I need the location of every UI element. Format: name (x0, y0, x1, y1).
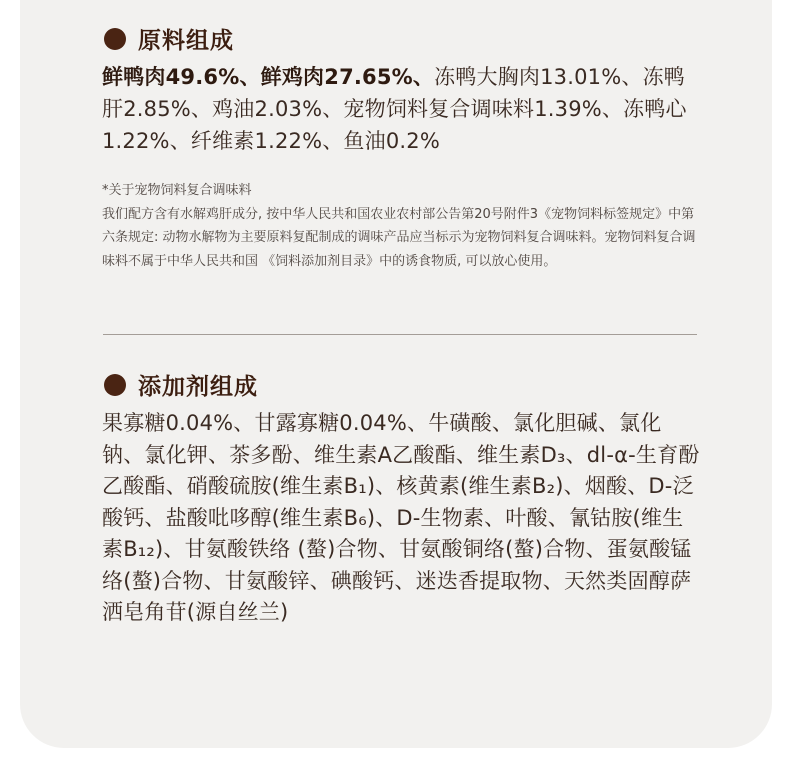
raw-materials-main: 鲜鸭肉49.6%、鲜鸡肉27.65%、 (102, 65, 435, 89)
additives-title: 添加剂组成 (138, 374, 258, 400)
raw-materials-rest: 冻鸭大胸肉13.01%、冻鸭肝2.85%、鸡油2.03%、宠物饲料复合调味料1.39%、冻鸭心1.22%、纤维素1.22%、鱼油0.2% (102, 65, 687, 153)
bullet-dot-icon (104, 374, 126, 396)
seasoning-note-body: 我们配方含有水解鸡肝成分, 按中华人民共和国农业农村部公告第20号附件3《宠物饲料标签规定》中第六条规定: 动物水解物为主要原料复配制成的调味产品应当标示为宠物饲料复合调味料。宠物饲料复合调味料不属于中华人民共和国 《饲料添加剂目录》中的诱食物质, 可以放心使用。 (102, 206, 696, 269)
raw-materials-header (104, 22, 234, 55)
additives-list: 果寡糖0.04%、甘露寡糖0.04%、牛磺酸、氯化胆碱、氯化钠、氯化钾、茶多酚、维生素A乙酸酯、维生素D₃、dl-α-生育酚乙酸酯、硝酸硫胺(维生素B₁)、核黄素(维生素B₂)、烟酸、D-泛酸钙、盐酸吡哆醇(维生素B₆)、D-生物素、叶酸、氰钴胺(维生素B₁₂)、甘氨酸铁络 (螯)合物、甘氨酸铜络(螯)合物、蛋氨酸锰络(螯)合物、甘氨酸锌、碘酸钙、迷迭香提取物、天然类固醇萨洒皂角苷(源自丝兰) (102, 411, 700, 624)
seasoning-note-heading: *关于宠物饲料复合调味料 (102, 183, 252, 198)
seasoning-note (102, 179, 702, 273)
raw-materials-list (102, 61, 702, 157)
bullet-dot-icon (104, 28, 126, 50)
additives-header (104, 368, 258, 401)
raw-materials-title: 原料组成 (138, 28, 234, 54)
section-divider (103, 334, 697, 335)
